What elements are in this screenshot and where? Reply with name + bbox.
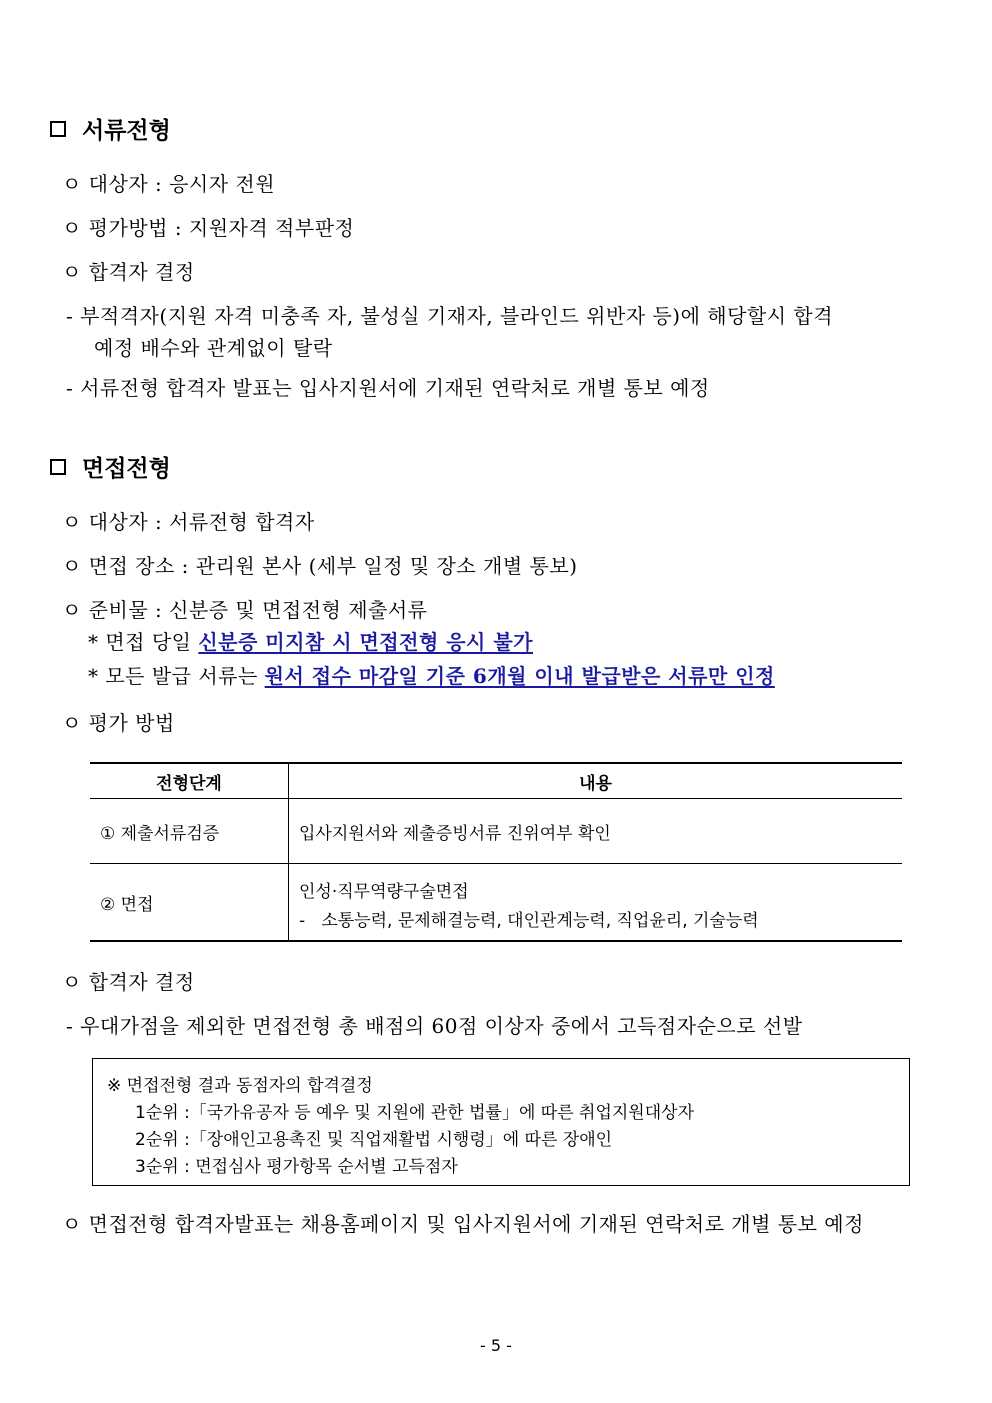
item-target: ㅇ 대상자 : 서류전형 합격자	[62, 510, 315, 534]
stage-cell: ② 면접	[90, 864, 289, 942]
table-header-row	[90, 763, 902, 799]
tie-break-notice-box	[92, 1058, 910, 1186]
item-decision: ㅇ 합격자 결정	[62, 260, 195, 284]
section-heading-interview	[50, 450, 171, 483]
content-cell	[289, 864, 903, 942]
evaluation-table	[90, 762, 902, 942]
notice-rank1: 1순위 :「국가유공자 등 예우 및 지원에 관한 법률」에 따른 취업지원대상자	[135, 1103, 694, 1123]
content-line: - 소통능력, 문제해결능력, 대인관계능력, 직업윤리, 기술능력	[299, 911, 759, 931]
section-title: 서류전형	[82, 118, 171, 144]
dash-selection-rule: - 우대가점을 제외한 면접전형 총 배점의 60점 이상자 중에서 고득점자순으로 선발	[66, 1014, 803, 1038]
header-content: 내용	[289, 763, 903, 799]
note-docs-valid	[88, 660, 775, 689]
item-eval: ㅇ 평가 방법	[62, 711, 175, 735]
note-prefix: * 면접 당일	[88, 630, 199, 654]
content-line: 인성·직무역량구술면접	[299, 882, 469, 902]
header-stage: 전형단계	[90, 763, 289, 799]
note-id-required	[88, 626, 533, 655]
notice-rank3: 3순위 : 면접심사 평가항목 순서별 고득점자	[135, 1157, 458, 1177]
notice-title: ※ 면접전형 결과 동점자의 합격결정	[107, 1076, 373, 1096]
section-heading-document-screening	[50, 112, 171, 145]
item-target: ㅇ 대상자 : 응시자 전원	[62, 172, 276, 196]
note-highlight: 원서 접수 마감일 기준 6개월 이내 발급받은 서류만 인정	[264, 664, 775, 688]
item-announce: ㅇ 면접전형 합격자발표는 채용홈페이지 및 입사지원서에 기재된 연락처로 개별 통보 예정	[62, 1212, 864, 1236]
page-number: - 5 -	[480, 1336, 512, 1355]
table-row	[90, 799, 902, 864]
checkbox-square-icon	[50, 121, 66, 137]
section-title: 면접전형	[82, 456, 171, 482]
checkbox-square-icon	[50, 459, 66, 475]
item-prep: ㅇ 준비물 : 신분증 및 면접전형 제출서류	[62, 598, 428, 622]
note-prefix: * 모든 발급 서류는	[88, 664, 265, 688]
stage-cell: ① 제출서류검증	[90, 799, 289, 864]
table-row	[90, 864, 902, 942]
notice-rank2: 2순위 :「장애인고용촉진 및 직업재활법 시행령」에 따른 장애인	[135, 1130, 613, 1150]
dash-disqualify-cont: 예정 배수와 관계없이 탈락	[94, 336, 333, 360]
content-cell: 입사지원서와 제출증빙서류 진위여부 확인	[289, 799, 903, 864]
note-highlight: 신분증 미지참 시 면접전형 응시 불가	[198, 630, 533, 654]
dash-disqualify: - 부적격자(지원 자격 미충족 자, 불성실 기재자, 블라인드 위반자 등)에 해당할시 합격	[66, 304, 834, 328]
item-place: ㅇ 면접 장소 : 관리원 본사 (세부 일정 및 장소 개별 통보)	[62, 554, 578, 578]
item-eval-method: ㅇ 평가방법 : 지원자격 적부판정	[62, 216, 355, 240]
dash-announce: - 서류전형 합격자 발표는 입사지원서에 기재된 연락처로 개별 통보 예정	[66, 376, 710, 400]
item-decision: ㅇ 합격자 결정	[62, 970, 195, 994]
